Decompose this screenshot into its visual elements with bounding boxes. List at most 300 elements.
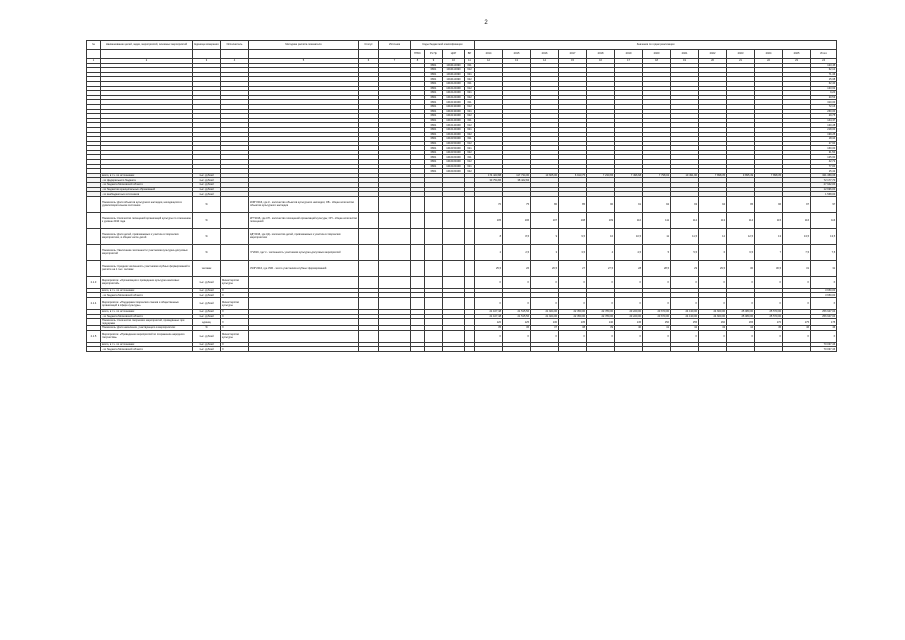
value-cell: 7,5	[783, 244, 811, 260]
value-cell: 24 130,00	[671, 310, 699, 315]
table-cell	[411, 298, 425, 310]
value-cell: 23 220,00	[615, 310, 643, 315]
value-cell: 130,28	[811, 123, 837, 128]
value-cell: 6 913,75	[559, 173, 587, 178]
code-cell: 622	[465, 95, 475, 100]
code-cell: 0801	[425, 114, 443, 119]
row-unit: тыс. рублей	[193, 187, 221, 192]
value-cell: 256 947,04	[811, 310, 837, 315]
value-cell: 30,5	[755, 260, 783, 276]
row-name: - из бюджета Московской области	[101, 347, 193, 352]
value-cell: 91	[615, 196, 643, 212]
row-name: - из бюджета Московской области	[101, 314, 193, 319]
row-method: КОБ^2016, где К - количество объектов культурного наследия; ОБ - общее количество объектов культурного наследия	[249, 196, 359, 212]
index-cell: 15	[559, 59, 587, 64]
header-cell: №	[87, 41, 101, 50]
value-cell: 12,5	[727, 228, 755, 244]
value-cell: 24 600,00	[699, 314, 727, 319]
header-year: 2018	[587, 50, 615, 59]
table-cell	[411, 212, 425, 228]
value-cell: 70 037,46	[811, 347, 837, 352]
row-number	[87, 228, 101, 244]
table-cell	[465, 276, 475, 288]
table-cell	[249, 276, 359, 288]
row-number	[87, 212, 101, 228]
value-cell: 10,5	[615, 228, 643, 244]
row-name: Показатель: Увеличение численности участников культурно-досуговых мероприятий	[101, 244, 193, 260]
value-cell: X	[727, 330, 755, 342]
value-cell: 199,25	[811, 132, 837, 137]
code-cell: 622	[465, 169, 475, 174]
table-cell	[359, 244, 379, 260]
value-cell: 31	[783, 260, 811, 276]
value-cell: 62,10	[811, 68, 837, 73]
row-number: 2.1.3	[87, 276, 101, 288]
row-unit: тыс. рублей	[193, 342, 221, 347]
value-cell: 30	[727, 260, 755, 276]
value-cell: X	[783, 276, 811, 288]
value-cell: 92	[643, 196, 671, 212]
value-cell: 42	[671, 326, 699, 331]
row-unit: тыс. рублей	[193, 314, 221, 319]
code-cell: 0801	[425, 160, 443, 165]
value-cell: 20,53	[811, 95, 837, 100]
header-cell	[101, 50, 193, 59]
value-cell: 38	[559, 326, 587, 331]
code-cell: 0801	[425, 150, 443, 155]
value-cell: X	[503, 276, 531, 288]
row-name: - из внебюджетных источников	[101, 192, 193, 197]
table-cell	[411, 276, 425, 288]
row-name: - из федерального бюджета	[101, 178, 193, 183]
value-cell: X	[811, 276, 837, 288]
table-row	[87, 276, 837, 288]
value-cell: X	[727, 298, 755, 310]
table-cell	[465, 298, 475, 310]
header-cell	[249, 50, 359, 59]
value-cell: 116	[811, 212, 837, 228]
value-cell: 21 924,00	[531, 310, 559, 315]
row-unit: тыс. рублей	[193, 298, 221, 310]
index-cell: 19	[671, 59, 699, 64]
table-cell	[379, 212, 411, 228]
code-cell: 611	[465, 100, 475, 105]
value-cell: 22 780,00	[587, 314, 615, 319]
code-cell: 611	[465, 118, 475, 123]
value-cell	[755, 347, 783, 352]
row-number	[87, 260, 101, 276]
value-cell: X	[699, 298, 727, 310]
index-cell: 7	[379, 59, 411, 64]
row-name: Показатель: Средняя численность участников клубных формирований в расчёте на 1 тыс. человек	[101, 260, 193, 276]
value-cell: 25 570,00	[755, 310, 783, 315]
value-cell: X	[699, 276, 727, 288]
index-cell: 24	[811, 59, 837, 64]
row-unit: тыс. рублей	[193, 178, 221, 183]
value-cell: 31	[811, 260, 837, 276]
value-cell	[503, 347, 531, 352]
table-cell	[411, 319, 425, 326]
value-cell: X	[755, 276, 783, 288]
code-cell: 612	[465, 160, 475, 165]
value-cell: 117 734,00	[503, 173, 531, 178]
table-cell	[249, 330, 359, 342]
header-year: 2016	[531, 50, 559, 59]
row-executor: Министерство культуры	[221, 276, 249, 288]
index-cell: 10	[443, 59, 465, 64]
value-cell: 46	[811, 326, 837, 331]
value-cell: 106	[503, 212, 531, 228]
value-cell: 22 780,00	[587, 310, 615, 315]
row-unit: %	[193, 212, 221, 228]
value-cell: 112	[671, 212, 699, 228]
header-row	[87, 41, 837, 50]
value-cell: X	[503, 330, 531, 342]
value-cell: 39	[587, 326, 615, 331]
table-cell	[443, 244, 465, 260]
row-method: Ч^2016, где Ч - численность участников культурно-досуговых мероприятий	[249, 244, 359, 260]
value-cell: 10	[587, 228, 615, 244]
index-cell: 21	[727, 59, 755, 64]
value-cell: X	[699, 330, 727, 342]
table-row	[87, 228, 837, 244]
table-row	[87, 196, 837, 212]
row-unit: тыс. рублей	[193, 293, 221, 298]
table-cell	[443, 212, 465, 228]
table-cell	[465, 347, 475, 352]
table-row	[87, 298, 837, 310]
value-cell	[531, 347, 559, 352]
header-cell: Исполнитель	[221, 41, 249, 50]
value-cell	[699, 347, 727, 352]
table-cell	[425, 244, 443, 260]
value-cell: 12	[699, 228, 727, 244]
index-cell: 2	[101, 59, 193, 64]
value-cell: 13	[755, 228, 783, 244]
header-year: 2023	[727, 50, 755, 59]
value-cell: 8	[475, 228, 503, 244]
value-cell: 133,62	[811, 86, 837, 91]
code-cell: 0801	[425, 137, 443, 142]
row-unit: тыс. рублей	[193, 310, 221, 315]
value-cell: 9 895,49	[727, 173, 755, 178]
table-cell	[359, 319, 379, 326]
value-cell: X	[615, 330, 643, 342]
code-cell: 0801	[425, 104, 443, 109]
value-cell: 116	[783, 212, 811, 228]
value-cell: 160	[699, 319, 727, 326]
table-cell	[359, 330, 379, 342]
header-cell: Значения по годам реализации	[475, 41, 837, 50]
value-cell: 125,60	[811, 155, 837, 160]
value-cell: X	[783, 330, 811, 342]
code-cell: 0801	[425, 63, 443, 68]
header-year: 2024	[755, 50, 783, 59]
value-cell: 175	[783, 319, 811, 326]
value-cell: 10 491,90	[671, 173, 699, 178]
value-cell: 7 496,68	[615, 173, 643, 178]
value-cell: X	[671, 330, 699, 342]
value-cell: 105	[475, 212, 503, 228]
value-cell: 15,42	[811, 169, 837, 174]
program-table	[86, 40, 837, 352]
table-cell	[359, 196, 379, 212]
value-cell: 26,5	[531, 260, 559, 276]
value-cell: 13 605,00	[531, 173, 559, 178]
code-cell: 622	[465, 114, 475, 119]
value-cell: 4,5	[615, 244, 643, 260]
table-cell	[379, 330, 411, 342]
value-cell: X	[671, 276, 699, 288]
table-cell	[221, 244, 249, 260]
code-cell: 0801	[425, 86, 443, 91]
code-cell: 622	[465, 150, 475, 155]
value-cell: 46	[783, 326, 811, 331]
value-cell: 9	[531, 228, 559, 244]
value-cell: 12 696,00	[811, 187, 837, 192]
value-cell: 7	[755, 244, 783, 260]
row-name: - из бюджетов муниципальных образований	[101, 187, 193, 192]
code-cell: 1010140490	[443, 132, 465, 137]
value-cell: X	[559, 276, 587, 288]
row-method: УКФ^2016, где УКФ - число участников клубных формирований	[249, 260, 359, 276]
value-cell: 77,00	[811, 164, 837, 169]
value-cell: 80	[531, 196, 559, 212]
header-cell	[359, 50, 379, 59]
value-cell: 27,90	[811, 141, 837, 146]
value-cell: X	[587, 298, 615, 310]
table-cell	[379, 298, 411, 310]
value-cell: 174 423,88	[475, 173, 503, 178]
table-row	[87, 260, 837, 276]
table-cell	[221, 260, 249, 276]
value-cell: 3 650,00	[811, 288, 837, 293]
value-cell: 45	[755, 326, 783, 331]
table-cell	[221, 212, 249, 228]
row-executor: X	[221, 342, 249, 347]
row-name: - из бюджета Московской области	[101, 293, 193, 298]
index-cell: 22	[755, 59, 783, 64]
table-cell	[443, 196, 465, 212]
code-cell: 1010160490	[443, 155, 465, 160]
value-cell: 27 942,00	[811, 183, 837, 188]
value-cell: 22 350,00	[559, 310, 587, 315]
table-row	[87, 319, 837, 326]
value-cell: X	[587, 330, 615, 342]
row-unit: %	[193, 196, 221, 212]
code-cell: 621	[465, 72, 475, 77]
header-year: 2022	[699, 50, 727, 59]
code-cell: 621	[465, 127, 475, 132]
value-cell: 41	[643, 326, 671, 331]
value-cell: 28	[615, 260, 643, 276]
row-name: всего, в т.ч. по источникам:	[101, 342, 193, 347]
value-cell: 321 459,06	[811, 173, 837, 178]
code-cell: 1010160490	[443, 169, 465, 174]
code-cell: 0801	[425, 72, 443, 77]
header-year: 2014	[475, 50, 503, 59]
value-cell: 18,34	[811, 137, 837, 142]
code-cell: 0801	[425, 95, 443, 100]
value-cell: X	[643, 330, 671, 342]
table-cell	[249, 298, 359, 310]
code-cell: 0801	[425, 77, 443, 82]
header-cell: Единица измерения	[193, 41, 221, 50]
code-cell: 611	[465, 81, 475, 86]
code-cell: 0801	[425, 141, 443, 146]
value-cell: 25,5	[475, 260, 503, 276]
value-cell: 72,16	[811, 104, 837, 109]
row-number: 2.1.5	[87, 330, 101, 342]
table-cell	[379, 260, 411, 276]
row-name: Показатель: Доля объектов культурного наследия, находящихся в удовлетворительном состоянии	[101, 196, 193, 212]
table-cell	[425, 228, 443, 244]
header-cell: ЦСР	[443, 50, 465, 59]
value-cell: X	[755, 330, 783, 342]
table-cell	[379, 228, 411, 244]
value-cell: 7 798,02	[643, 173, 671, 178]
value-cell: 111	[643, 212, 671, 228]
value-cell: 25 570,00	[755, 314, 783, 319]
code-cell: 0801	[425, 169, 443, 174]
code-cell: 621	[465, 146, 475, 151]
table-cell	[411, 260, 425, 276]
value-cell: 71,46	[811, 72, 837, 77]
value-cell: 3,5	[559, 244, 587, 260]
value-cell: 70	[475, 196, 503, 212]
code-cell: 1010150490	[443, 141, 465, 146]
table-cell	[221, 196, 249, 212]
value-cell: 260,00	[811, 109, 837, 114]
table-row	[87, 330, 837, 342]
value-cell: 6	[699, 244, 727, 260]
row-number	[87, 347, 101, 352]
value-cell: 25 080,00	[727, 314, 755, 319]
value-cell: 170	[755, 319, 783, 326]
value-cell: 155	[671, 319, 699, 326]
value-cell: 27,5	[587, 260, 615, 276]
header-cell	[379, 50, 411, 59]
code-cell: 0801	[425, 123, 443, 128]
code-cell: 1010120490	[443, 81, 465, 86]
row-name: Мероприятие: «Поддержка творческих союзов и общественных организаций в сфере культуры»	[101, 298, 193, 310]
index-cell: 4	[221, 59, 249, 64]
row-unit: единиц	[193, 319, 221, 326]
header-cell: Коды бюджетной классификации	[411, 41, 475, 50]
code-cell: 0801	[425, 164, 443, 169]
value-cell: 7,5	[811, 244, 837, 260]
code-cell: 1010130490	[443, 104, 465, 109]
header-years-row	[87, 50, 837, 59]
code-cell: 0801	[425, 91, 443, 96]
value-cell: 29	[671, 260, 699, 276]
value-cell: 3	[531, 244, 559, 260]
value-cell: 44	[727, 326, 755, 331]
row-unit: тыс. рублей	[193, 288, 221, 293]
row-method: КД^2016, где КД - количество детей, привлекаемых к участию в творческих мероприятиях	[249, 228, 359, 244]
table-cell	[465, 212, 475, 228]
table-cell	[221, 228, 249, 244]
row-name: Показатель: Доля населения, участвующего в мероприятиях	[101, 326, 193, 331]
code-cell: 0801	[425, 155, 443, 160]
table-cell	[425, 347, 443, 352]
value-cell: 23 670,00	[643, 314, 671, 319]
value-cell: 114	[727, 212, 755, 228]
table-cell	[379, 347, 411, 352]
table-body	[87, 63, 837, 351]
row-name: Мероприятие: «Организация и проведение культурно-массовых мероприятий»	[101, 276, 193, 288]
row-unit: тыс. рублей	[193, 276, 221, 288]
value-cell: 33 754,86	[475, 178, 503, 183]
row-executor: Министерство культуры	[221, 330, 249, 342]
index-cell: 6	[359, 59, 379, 64]
table-cell	[465, 319, 475, 326]
header-cell: Источник	[379, 41, 411, 50]
row-executor: X	[221, 319, 249, 326]
row-name: Мероприятие: «Проведение мероприятий по сохранению народного творчества»	[101, 330, 193, 342]
value-cell: 38 422,84	[503, 178, 531, 183]
code-cell: 0801	[425, 132, 443, 137]
code-cell: 1010110490	[443, 77, 465, 82]
value-cell	[615, 347, 643, 352]
value-cell: 13,5	[811, 228, 837, 244]
value-cell: X	[531, 330, 559, 342]
value-cell: 22 350,00	[559, 314, 587, 319]
table-cell	[425, 276, 443, 288]
value-cell: X	[811, 330, 837, 342]
header-cell	[87, 50, 101, 59]
value-cell: 42,72	[811, 160, 837, 165]
code-cell: 1010160490	[443, 164, 465, 169]
code-cell: 612	[465, 68, 475, 73]
index-cell: 18	[643, 59, 671, 64]
value-cell: 120	[475, 319, 503, 326]
table-cell	[249, 319, 359, 326]
code-cell: 1010120490	[443, 86, 465, 91]
value-cell: 23 670,00	[643, 310, 671, 315]
code-cell: 1010120490	[443, 91, 465, 96]
value-cell: 24 600,00	[699, 310, 727, 315]
index-cell: 3	[193, 59, 221, 64]
value-cell: 27	[559, 260, 587, 276]
value-cell: 29,5	[699, 260, 727, 276]
index-cell: 13	[503, 59, 531, 64]
table-cell	[443, 330, 465, 342]
header-year: Итого	[811, 50, 837, 59]
table-cell	[443, 228, 465, 244]
value-cell: 75	[503, 196, 531, 212]
table-cell	[359, 260, 379, 276]
value-cell: X	[559, 330, 587, 342]
row-unit: человек	[193, 260, 221, 276]
header-cell: Статус	[359, 41, 379, 50]
code-cell: 0801	[425, 146, 443, 151]
value-cell: 107	[531, 212, 559, 228]
code-cell: 1010150490	[443, 146, 465, 151]
value-cell: 37	[531, 326, 559, 331]
code-cell: 1010130490	[443, 100, 465, 105]
row-name: Показатель: Доля детей, привлекаемых к участию в творческих мероприятиях, в общем числе детей	[101, 228, 193, 244]
value-cell: X	[671, 298, 699, 310]
value-cell: 85	[559, 196, 587, 212]
value-cell: 115	[755, 212, 783, 228]
code-cell: 1010140490	[443, 127, 465, 132]
row-name: всего, в т.ч. по источникам:	[101, 310, 193, 315]
table-cell	[425, 298, 443, 310]
code-cell: 1010130490	[443, 109, 465, 114]
code-cell: 622	[465, 132, 475, 137]
table-cell	[425, 319, 443, 326]
